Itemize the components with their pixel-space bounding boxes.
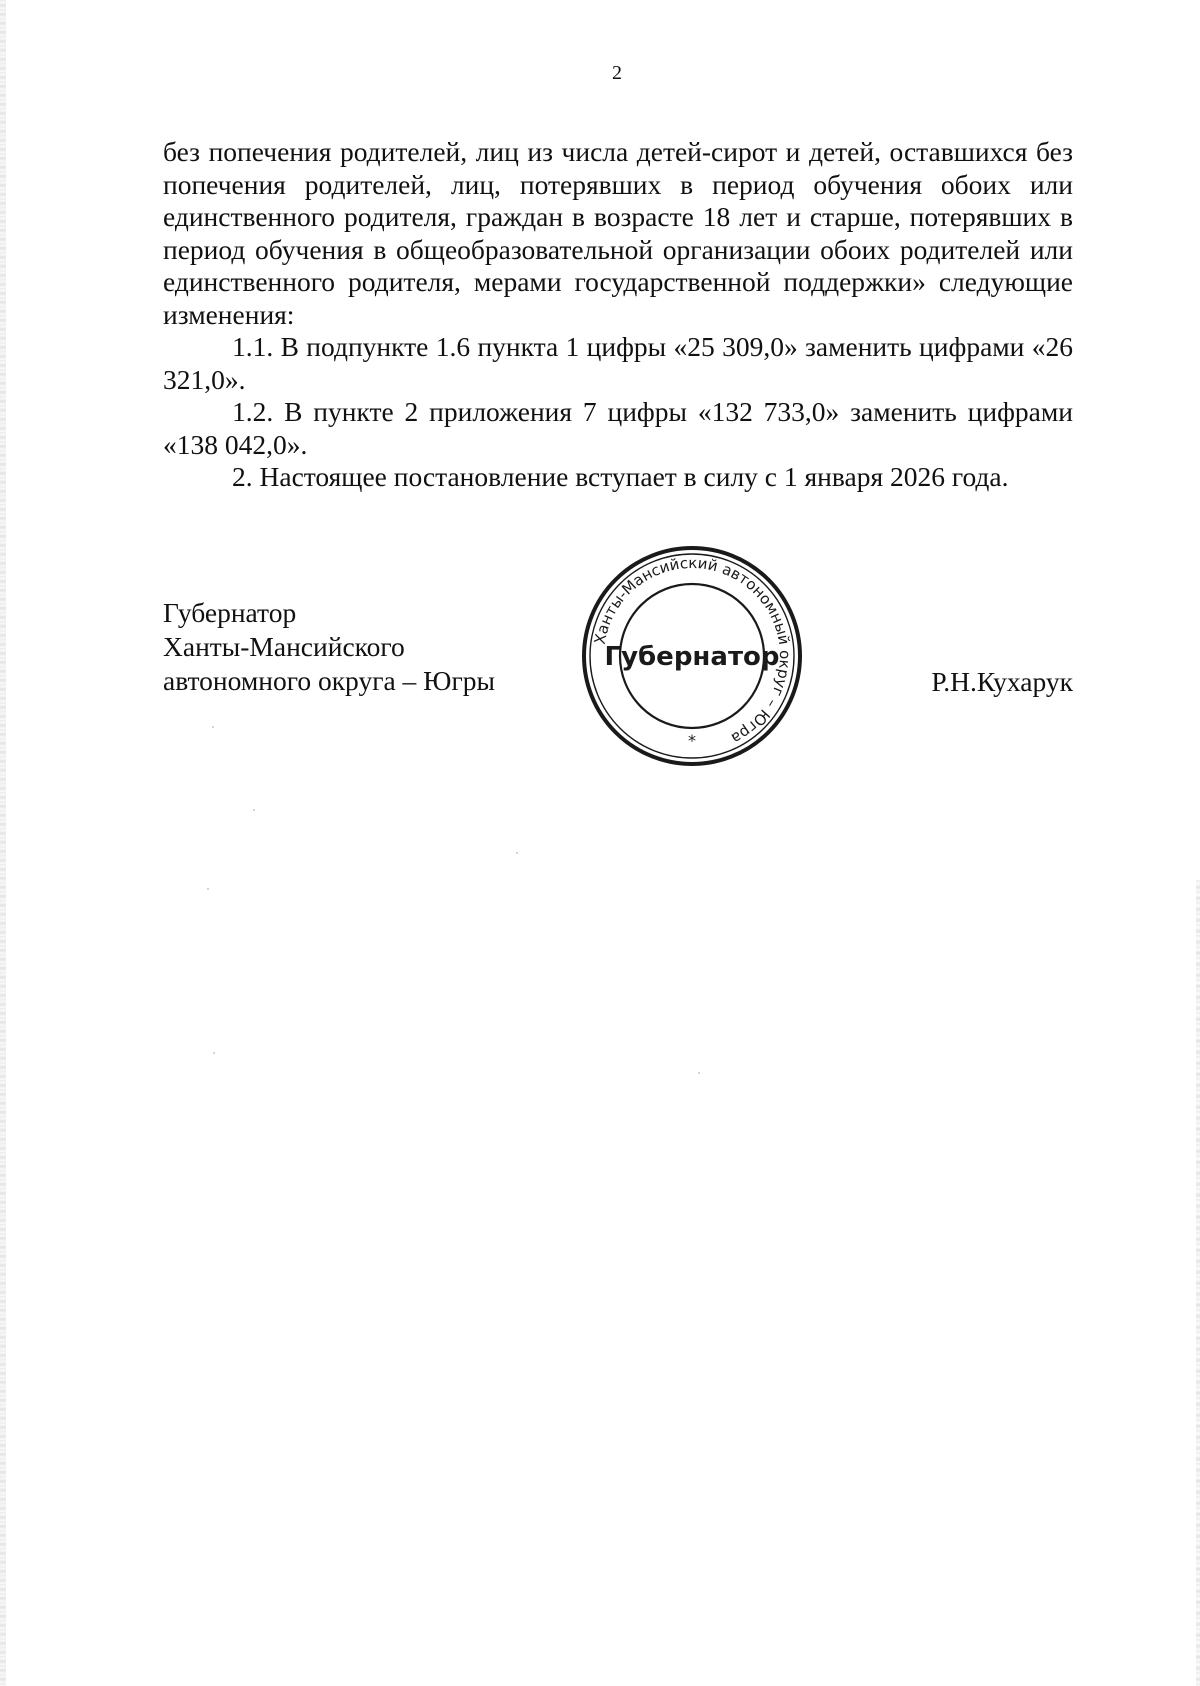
paragraph-item-1-2: 1.2. В пункте 2 приложения 7 цифры «132 733,0» заменить цифрами «138 042,0». [163,396,1073,460]
scan-speck [213,1052,215,1054]
signature-position-line-1: Губернатор [163,597,297,628]
paragraph-continuation: без попечения родителей, лиц из числа детей-сирот и детей, оставшихся без попечения родителей, лиц, потерявших в период обучения обоих или единственного родителя, граждан в возрасте 18 лет и старше, потерявших в период обучения в общеобразовательной организации обоих родителей или единственного родителя, мерами государственной поддержки» следующие изменения: [163,136,1073,330]
signature-position-line-3: автономного округа – Югры [163,665,495,696]
scan-speck [698,1072,700,1074]
scan-edge-left [0,0,6,1686]
signer-name: Р.Н.Кухарук [931,666,1073,697]
signature-position-line-2: Ханты-Мансийского [163,631,405,662]
signature-block [163,596,495,698]
scan-speck [207,888,209,890]
seal-star-icon: * [688,731,696,750]
scan-speck [253,809,255,811]
document-body [163,136,1073,494]
official-seal-stamp [577,541,807,771]
scan-speck [212,726,214,728]
seal-ring-text: Ханты-Мансийский автономный округ – Югра [590,553,795,748]
page-number: 2 [612,62,622,84]
paragraph-item-1-1: 1.1. В подпункте 1.6 пункта 1 цифры «25 309,0» заменить цифрами «26 321,0». [163,331,1073,395]
seal-center-title: Губернатор [604,642,780,672]
scan-edge-right [1196,880,1200,1686]
paragraph-item-2: 2. Настоящее постановление вступает в силу с 1 января 2026 года. [232,461,1009,492]
scan-speck [516,852,518,854]
